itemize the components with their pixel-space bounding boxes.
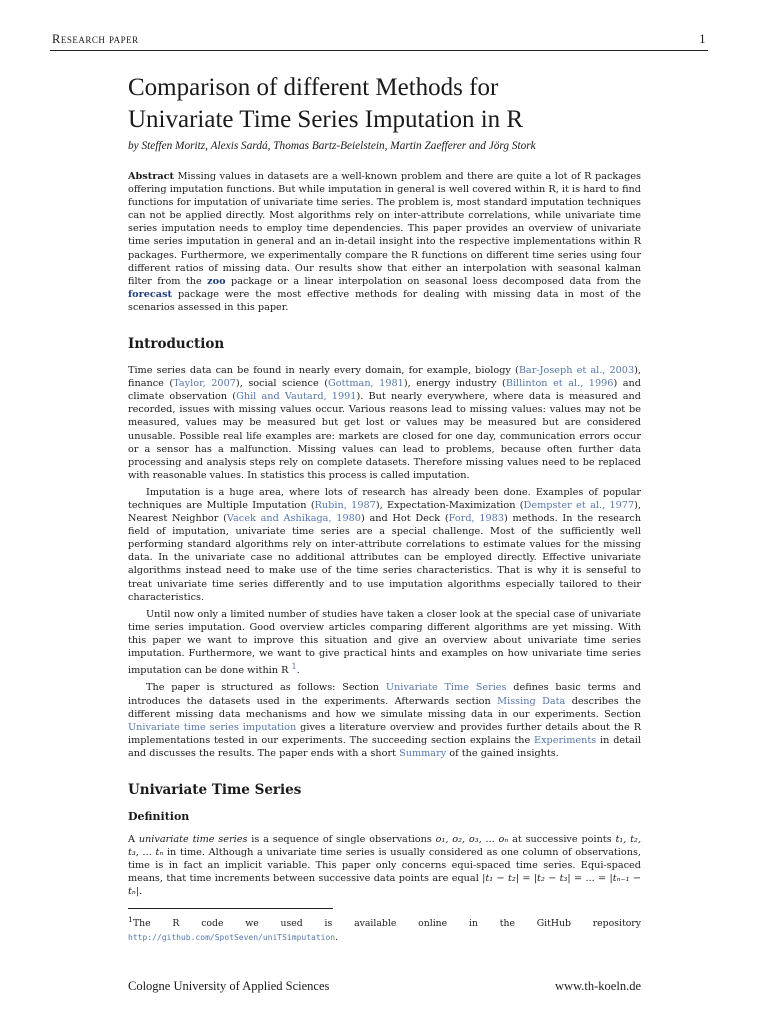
- github-repository-link[interactable]: http://github.com/SpotSeven/uniTSimputation: [128, 932, 336, 942]
- abstract: Abstract Missing values in datasets are a well-known problem and there are quite a lot of R packages offering imputation functions. But while imputation in general is well covered within R, it is hard to find functions for imputation of univariate time series. The problem is, most standard imputation techniques can not be applied directly. Most algorithms rely on inter-attribute correlations, while univariate time series imputation needs to employ time dependencies. This paper provides an overview of univariate time series imputation in general and an in-detail insight into the respective implementations within R packages. Furthermore, we experimentally compare the R functions on different time series using four different ratios of missing data. Our results show that either an interpolation with seasonal kalman filter from the zoo package or a linear interpolation on seasonal loess decomposed data from the forecast package were the most effective methods for dealing with missing data in most of the scenarios assessed in this paper.: [128, 171, 642, 313]
- running-title: Research paper: [52, 32, 139, 46]
- title-line-2: Univariate Time Series Imputation in R: [128, 106, 524, 133]
- footer-website[interactable]: www.th-koeln.de: [555, 979, 641, 993]
- citation-link[interactable]: Ghil and Vautard, 1991: [236, 391, 357, 403]
- section-link[interactable]: Univariate Time Series: [385, 682, 507, 694]
- package-link-forecast[interactable]: forecast: [128, 288, 173, 300]
- citation-link[interactable]: Vacek and Ashikaga, 1980: [226, 513, 361, 525]
- intro-paragraph-1: Time series data can be found in nearly every domain, for example, biology (Bar-Joseph et al., 2003), finance (Taylor, 2007), social science (Gottman, 1981), energy industry (Billinton et al., 1996) and climate observation (Ghil and Vautard, 1991). But nearly everywhere, where data is measured and recorded, issues with missing values occur. Various reasons lead to missing values: values may not be measured, values may be measured but get lost or values may be measured but are considered unusable. Possible real life examples are: markets are closed for one day, communication errors occur or a sensor has a malfunction. Missing values can lead to problems, because often further data processing and analysis steps rely on complete datasets. Therefore missing values need to be replaced with reasonable values. In statistics this process is called imputation.: [128, 365, 641, 481]
- citation-link[interactable]: Taylor, 2007: [173, 378, 236, 390]
- definition-paragraph: A univariate time series is a sequence of single observations o₁, o₂, o₃, ... oₙ at successive points t₁, t₂, t₃, ... tₙ in time. Although a univariate time series is usually considered as one column of observations, time is in fact an implicit variable. This paper only concerns equi-spaced time series. Equi-spaced means, that time increments between successive data points are equal |t₁ − t₂| = |t₂ − t₃| = ... = |tₙ₋₁ − tₙ|.: [128, 833, 642, 898]
- section-link[interactable]: Experiments: [534, 734, 597, 746]
- subsection-heading-definition: Definition: [128, 809, 190, 823]
- paper-body: [128, 72, 641, 944]
- author-list: by Steffen Moritz, Alexis Sardá, Thomas Bartz-Beielstein, Martin Zaefferer and Jörg Stork: [128, 140, 536, 152]
- section-heading-univariate-time-series: Univariate Time Series: [128, 781, 302, 798]
- section-heading-introduction: Introduction: [128, 336, 225, 353]
- paper-title: [128, 72, 641, 136]
- citation-link[interactable]: Billinton et al., 1996: [505, 378, 614, 390]
- title-line-1: Comparison of different Methods for: [128, 74, 499, 101]
- citation-link[interactable]: Bar-Joseph et al., 2003: [518, 365, 635, 377]
- citation-link[interactable]: Rubin, 1987: [314, 499, 376, 511]
- footer-institution: Cologne University of Applied Sciences: [128, 979, 330, 993]
- section-link[interactable]: Univariate time series imputation: [128, 721, 297, 733]
- page-number: 1: [699, 32, 706, 46]
- footnote-mark-link[interactable]: 1: [291, 661, 297, 672]
- footnote-divider: [128, 908, 333, 909]
- section-link[interactable]: Missing Data: [497, 695, 566, 707]
- abstract-label: Abstract: [128, 171, 174, 182]
- intro-paragraph-4: The paper is structured as follows: Section Univariate Time Series defines basic terms and introduces the datasets used in the experiments. Afterwards section Missing Data describes the different missing data mechanisms and how we simulate missing data in our experiments. Section Univariate time series imputation gives a literature overview and provides further details about the R implementations tested in our experiments. The succeeding section explains the Experiments in detail and discusses the results. The paper ends with a short Summary of the gained insights.: [128, 682, 641, 759]
- intro-paragraph-3: Until now only a limited number of studies have taken a closer look at the special case of univariate time series imputation. Good overview articles comparing different algorithms are yet missing. With this paper we want to improve this situation and give an overview about univariate time series imputation. Furthermore, we want to give practical hints and examples on how univariate time series imputation can be done within R $^1$.: [128, 608, 641, 677]
- running-header: [50, 30, 708, 51]
- citation-link[interactable]: Gottman, 1981: [328, 378, 404, 390]
- intro-paragraph-2: Imputation is a huge area, where lots of research has already been done. Examples of popular techniques are Multiple Imputation (Rubin, 1987), Expectation-Maximization (Dempster et al., 1977), Nearest Neighbor (Vacek and Ashikaga, 1980) and Hot Deck (Ford, 1983) methods. In the research field of imputation, univariate time series are a special challenge. Most of the sufficiently well performing standard algorithms rely on inter-attribute correlations to estimate values for the missing data. In the univariate case no additional attributes can be employed directly. Effective univariate algorithms instead need to make use of the time series characteristics. That is why it is senseful to treat univariate time series differently and to use imputation algorithms especially tailored to their characteristics.: [128, 486, 641, 603]
- section-link[interactable]: Summary: [399, 747, 447, 759]
- citation-link[interactable]: Dempster et al., 1977: [523, 499, 635, 511]
- package-link-zoo[interactable]: zoo: [207, 275, 226, 287]
- footnote: $^1$The R code we used is available online in the GitHub repository http://github.com/SpotSeven/uniTSimputation.: [128, 915, 641, 943]
- citation-link[interactable]: Ford, 1983: [448, 513, 505, 525]
